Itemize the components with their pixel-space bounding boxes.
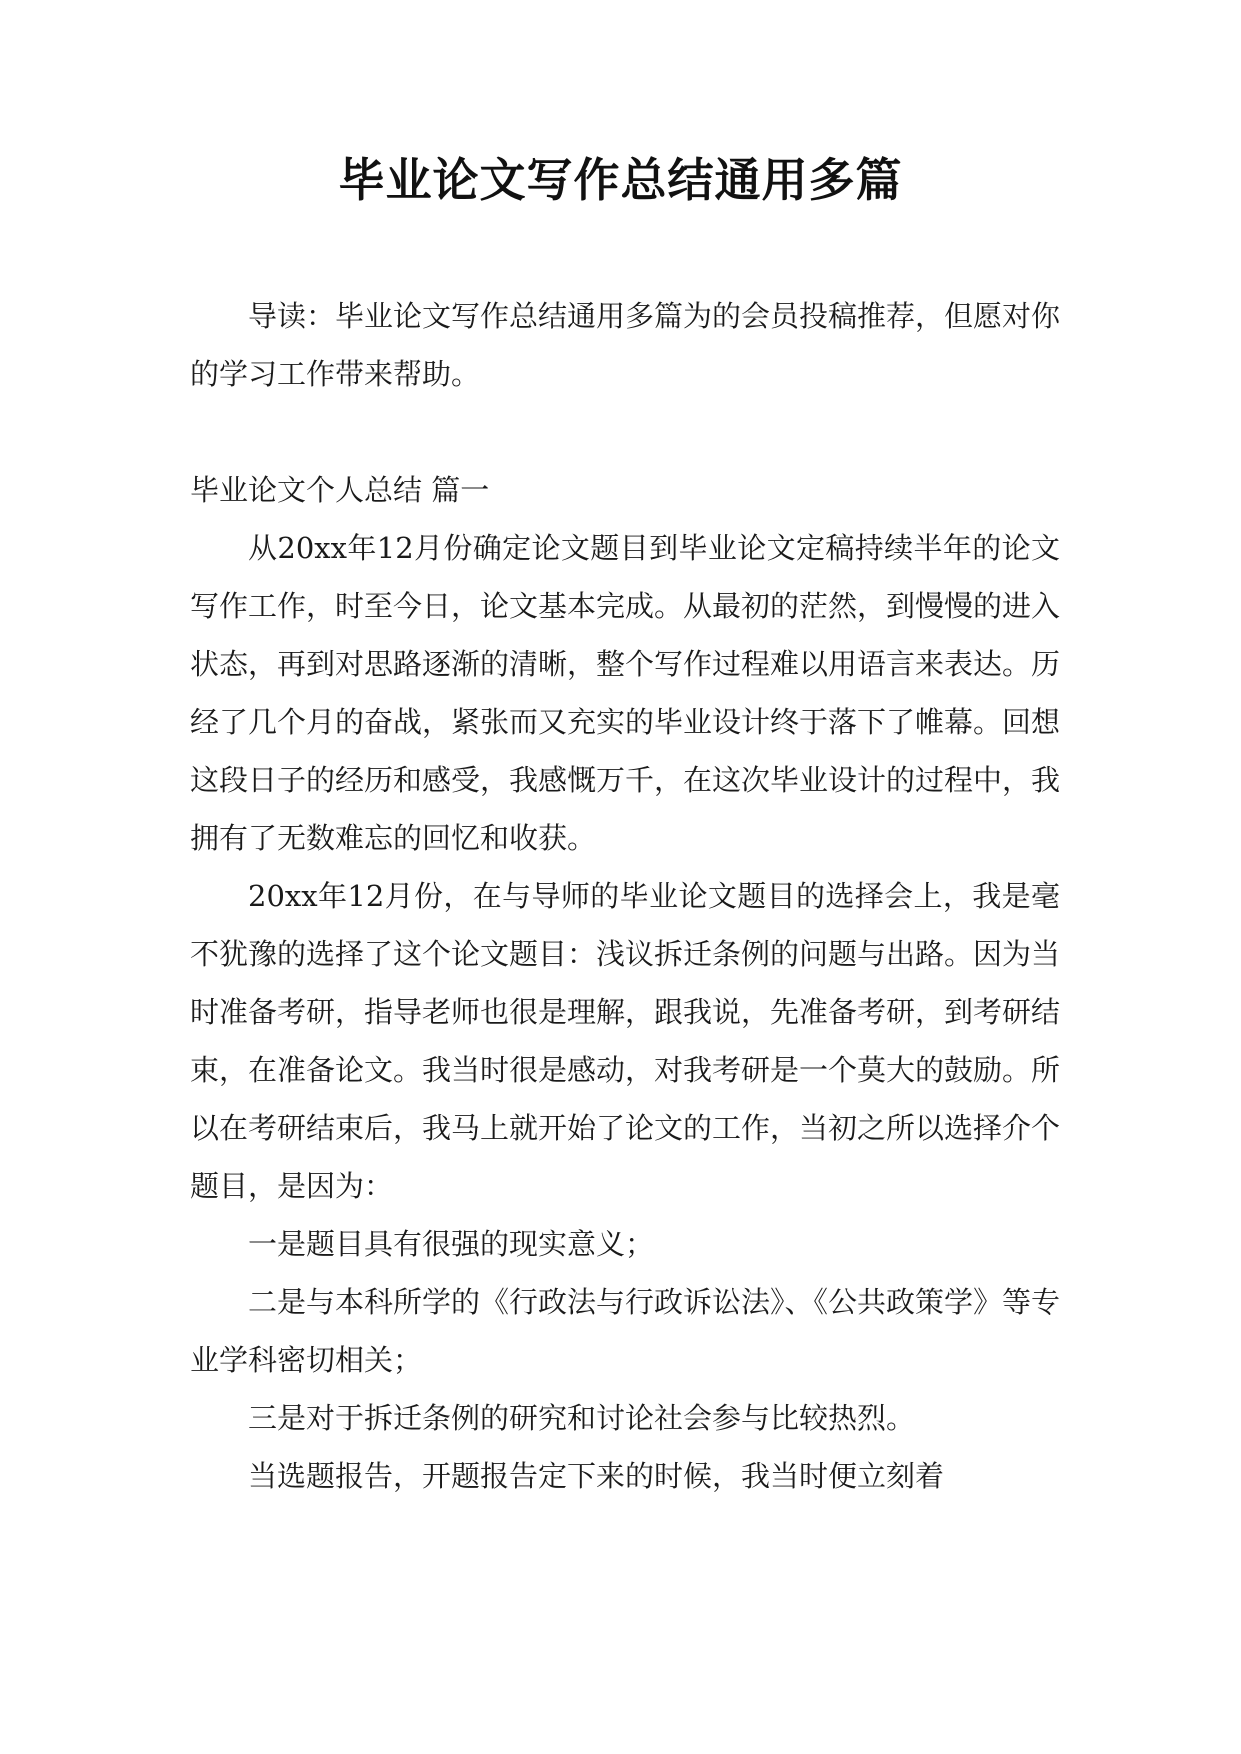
body-paragraph: 20xx年12月份，在与导师的毕业论文题目的选择会上，我是毫不犹豫的选择了这个论文题目：浅议拆迁条例的问题与出路。因为当时准备考研，指导老师也很是理解，跟我说，先准备考研，到考研结束，在准备论文。我当时很是感动，对我考研是一个莫大的鼓励。所以在考研结束后，我马上就开始了论文的工作，当初之所以选择介个题目，是因为： bbox=[190, 879, 1061, 1203]
list-item: 一是题目具有很强的现实意义； bbox=[248, 1227, 655, 1261]
body-paragraph: 当选题报告，开题报告定下来的时候，我当时便立刻着 bbox=[248, 1459, 945, 1493]
list-item: 二是与本科所学的《行政法与行政诉讼法》、《公共政策学》等专业学科密切相关； bbox=[190, 1285, 1061, 1377]
document-body bbox=[190, 287, 1060, 1505]
list-item: 三是对于拆迁条例的研究和讨论社会参与比较热烈。 bbox=[248, 1401, 916, 1435]
intro-paragraph: 导读：毕业论文写作总结通用多篇为的会员投稿推荐，但愿对你的学习工作带来帮助。 bbox=[190, 299, 1061, 391]
spacer bbox=[190, 403, 1060, 461]
section-heading: 毕业论文个人总结 篇一 bbox=[190, 473, 490, 507]
body-paragraph: 从20xx年12月份确定论文题目到毕业论文定稿持续半年的论文写作工作，时至今日，论文基本完成。从最初的茫然，到慢慢的进入状态，再到对思路逐渐的清晰，整个写作过程难以用语言来表达。历经了几个月的奋战，紧张而又充实的毕业设计终于落下了帷幕。回想这段日子的经历和感受，我感慨万千，在这次毕业设计的过程中，我拥有了无数难忘的回忆和收获。 bbox=[190, 531, 1061, 855]
document-title: 毕业论文写作总结通用多篇 bbox=[338, 153, 903, 207]
